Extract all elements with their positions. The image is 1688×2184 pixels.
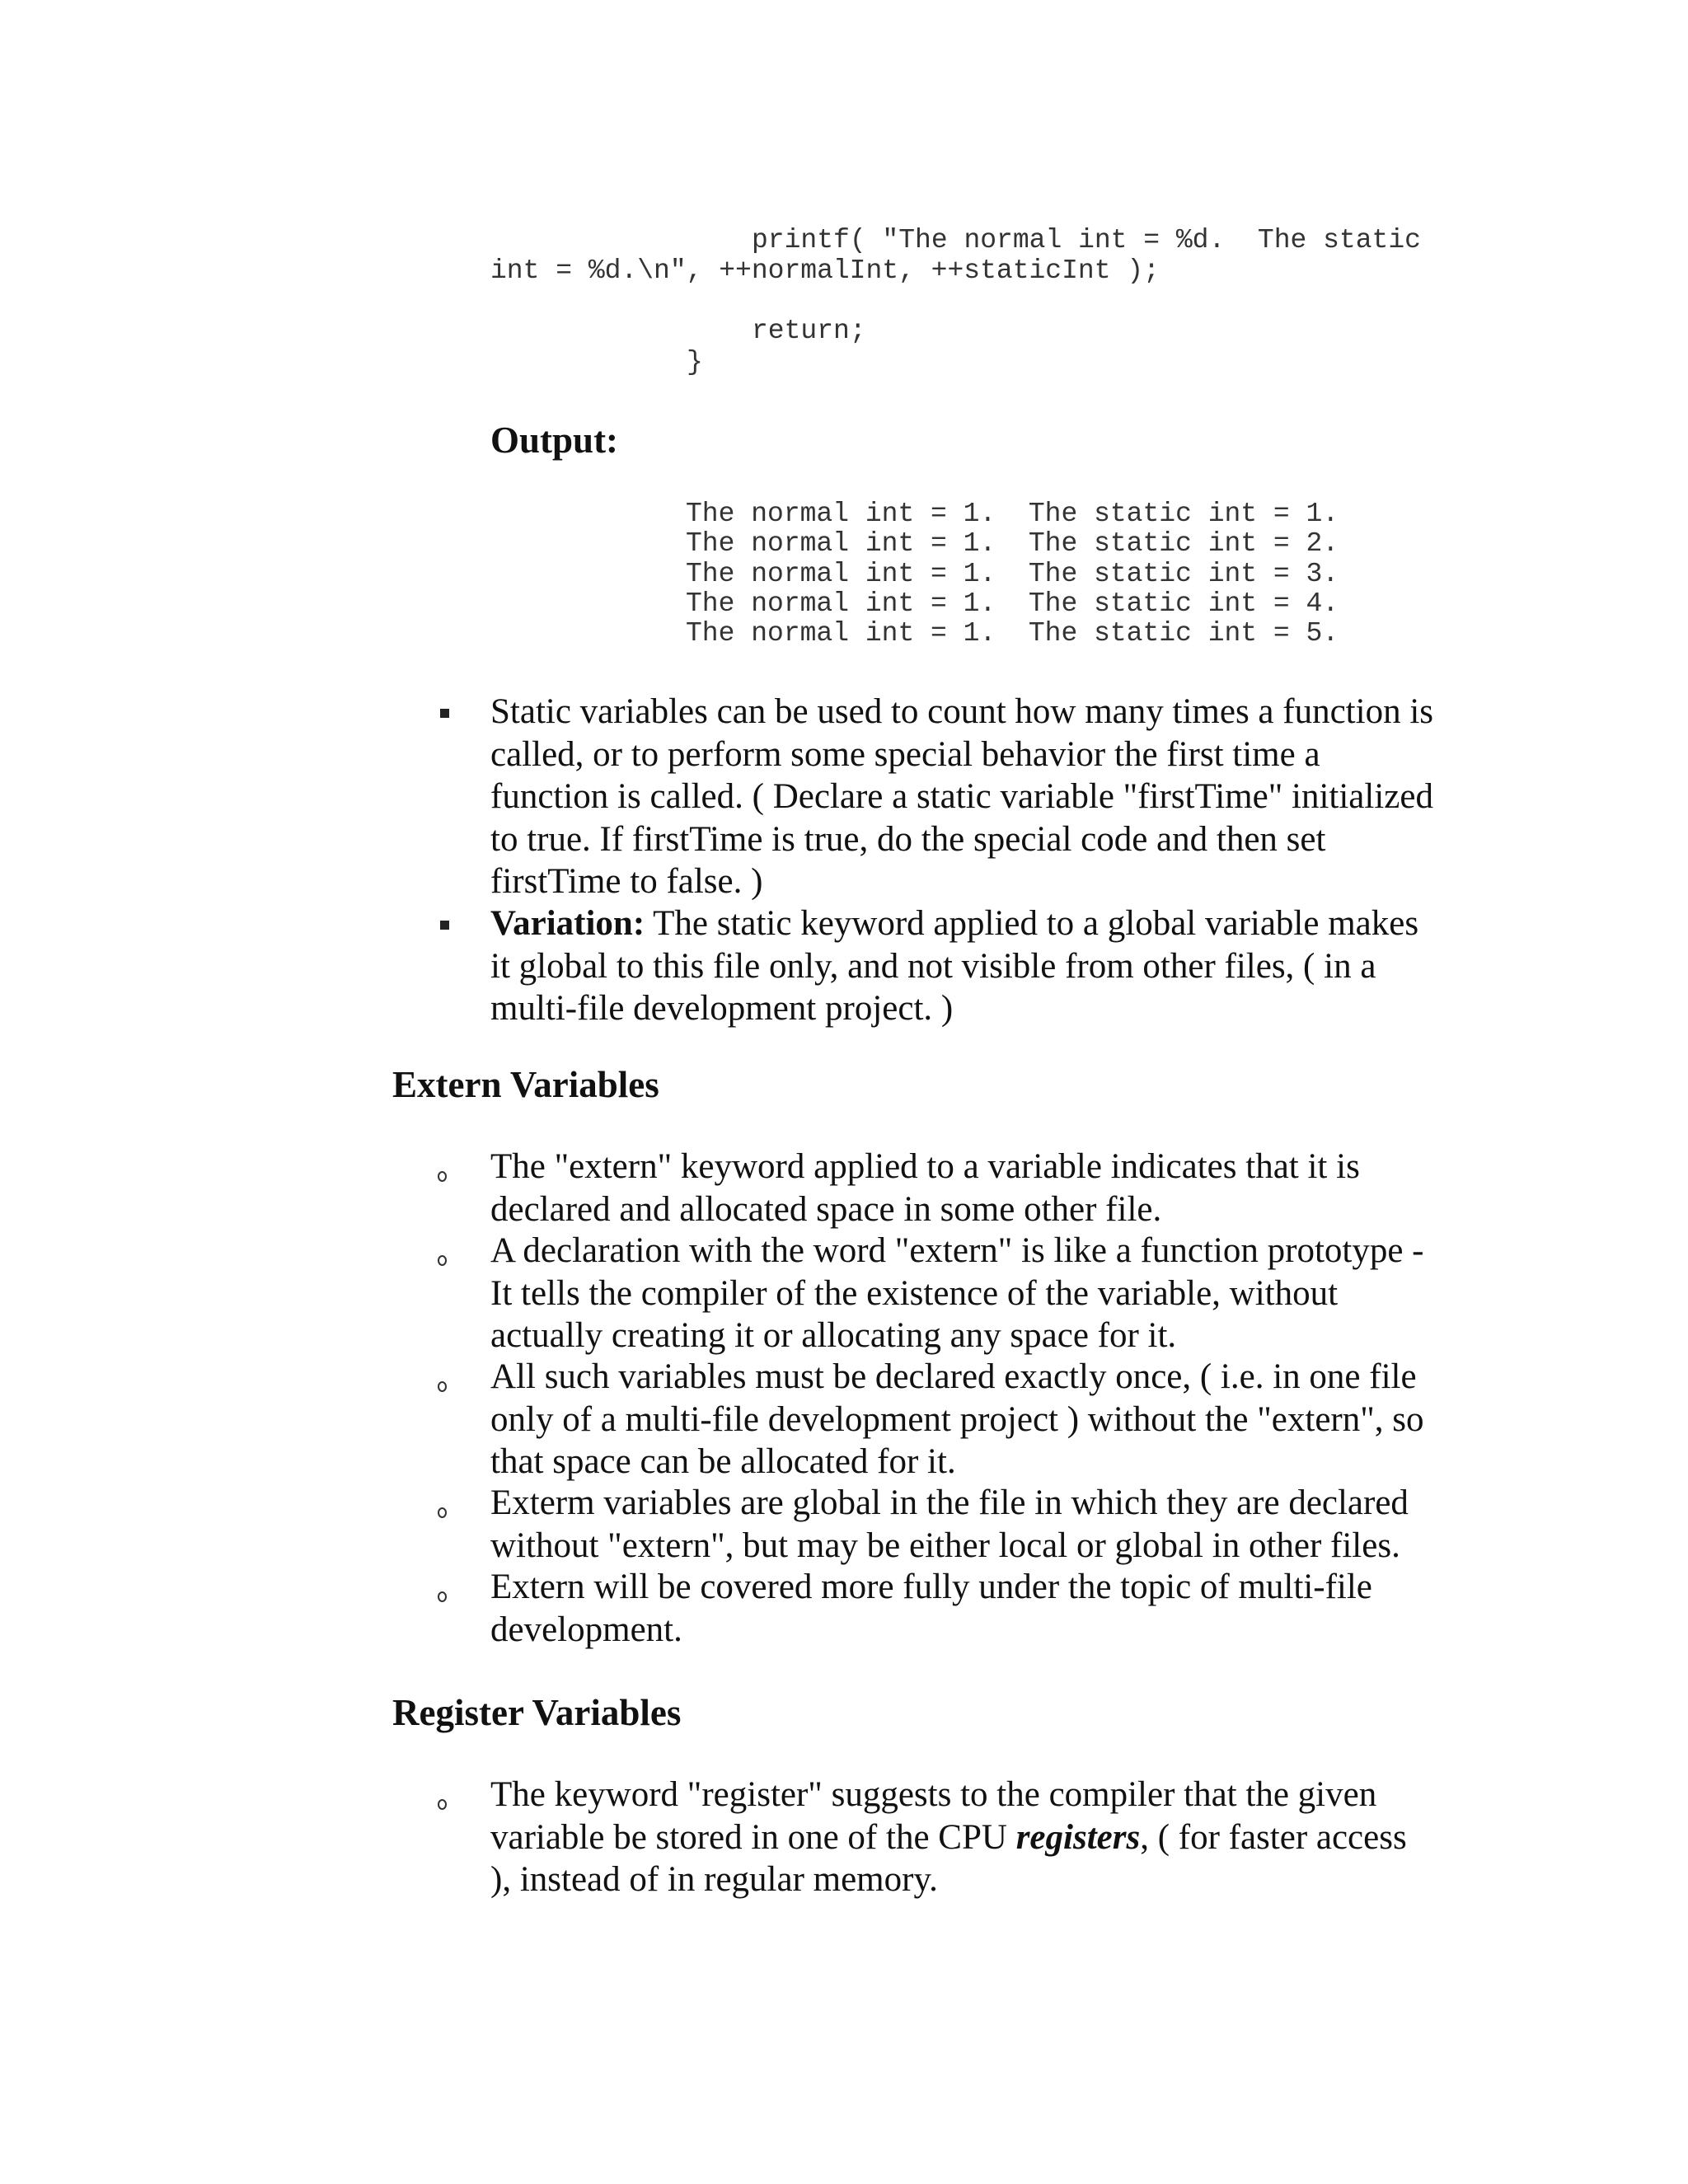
code-printf-line-2: int = %d.\n", ++normalInt, ++staticInt ); [490,255,1160,286]
code-printf-line-1: printf( "The normal int = %d. The static [752,225,1421,255]
bullet-text-line: A declaration with the word "extern" is like a function prototype - [490,1231,1424,1270]
bullet-text-line: It tells the compiler of the existence of the variable, without [490,1273,1339,1313]
bullet-text-line: that space can be allocated for it. [490,1442,956,1481]
bullet-text-line [490,1816,1504,1859]
bullet-text-line: firstTime to false. ) [490,862,763,901]
square-bullet-icon [440,709,449,718]
bullet-text-line: Static variables can be used to count how many times a function is [490,692,1433,731]
bullet-text-line: The "extern" keyword applied to a variable indicates that it is [490,1147,1360,1186]
bullet-text-line: development. [490,1610,682,1649]
bullet-text-line: function is called. ( Declare a static variable "firstTime" initialized [490,777,1433,816]
square-bullet-icon [440,921,449,930]
bullet-text-line: Extern will be covered more fully under the topic of multi-file [490,1568,1372,1606]
circle-bullet-icon [438,1591,447,1602]
extern-heading: Extern Variables [392,1064,659,1105]
bullet-text-line: it global to this file only, and not visible from other files, ( in a [490,946,1376,986]
bullet-text-line: multi-file development project. ) [490,989,954,1028]
extern-item [490,1146,1504,1230]
output-line: The normal int = 1. The static int = 1. [686,499,1339,529]
static-bullet-1 [490,691,1504,903]
register-line2-after: , ( for faster access [1140,1817,1407,1857]
output-line: The normal int = 1. The static int = 2. [686,528,1339,559]
static-bullet-2 [490,902,1504,1030]
bullet-text-line: called, or to perform some special behavior the first time a [490,734,1320,774]
bullet-text-line [490,902,1504,945]
output-line: The normal int = 1. The static int = 5. [686,618,1339,649]
circle-bullet-icon [438,1507,447,1518]
bullet-text-line: to true. If firstTime is true, do the special code and then set [490,819,1326,859]
register-item [490,1774,1504,1901]
register-line2-before: variable be stored in one of the CPU [490,1817,1016,1857]
circle-bullet-icon [438,1255,447,1266]
code-return-line: return; [752,316,866,346]
registers-emphasis: registers [1015,1817,1141,1857]
extern-item [490,1230,1504,1357]
bullet-text-line: declared and allocated space in some other file. [490,1189,1162,1229]
bullet-text-line: only of a multi-file development project ) without the "extern", so [490,1399,1424,1439]
output-heading: Output: [490,419,619,461]
circle-bullet-icon [438,1381,447,1392]
output-line: The normal int = 1. The static int = 4. [686,588,1339,619]
code-closing-brace: } [687,347,703,377]
output-line: The normal int = 1. The static int = 3. [686,559,1339,589]
bullet-text-line: The keyword "register" suggests to the compiler that the given [490,1775,1377,1814]
extern-item [490,1482,1504,1567]
bullet-text-line: Exterm variables are global in the file in which they are declared [490,1483,1409,1522]
register-heading: Register Variables [392,1692,682,1733]
extern-item [490,1566,1504,1651]
bullet-text-line: without "extern", but may be either local or global in other files. [490,1526,1400,1565]
circle-bullet-icon [438,1171,447,1182]
variation-first-line: The static keyword applied to a global variable makes [645,904,1419,943]
bullet-text-line: ), instead of in regular memory. [490,1860,938,1899]
bullet-text-line: All such variables must be declared exactly once, ( i.e. in one file [490,1357,1417,1396]
variation-label: Variation: [490,904,645,943]
bullet-text-line: actually creating it or allocating any space for it. [490,1316,1177,1355]
circle-bullet-icon [438,1799,447,1810]
extern-item [490,1356,1504,1483]
